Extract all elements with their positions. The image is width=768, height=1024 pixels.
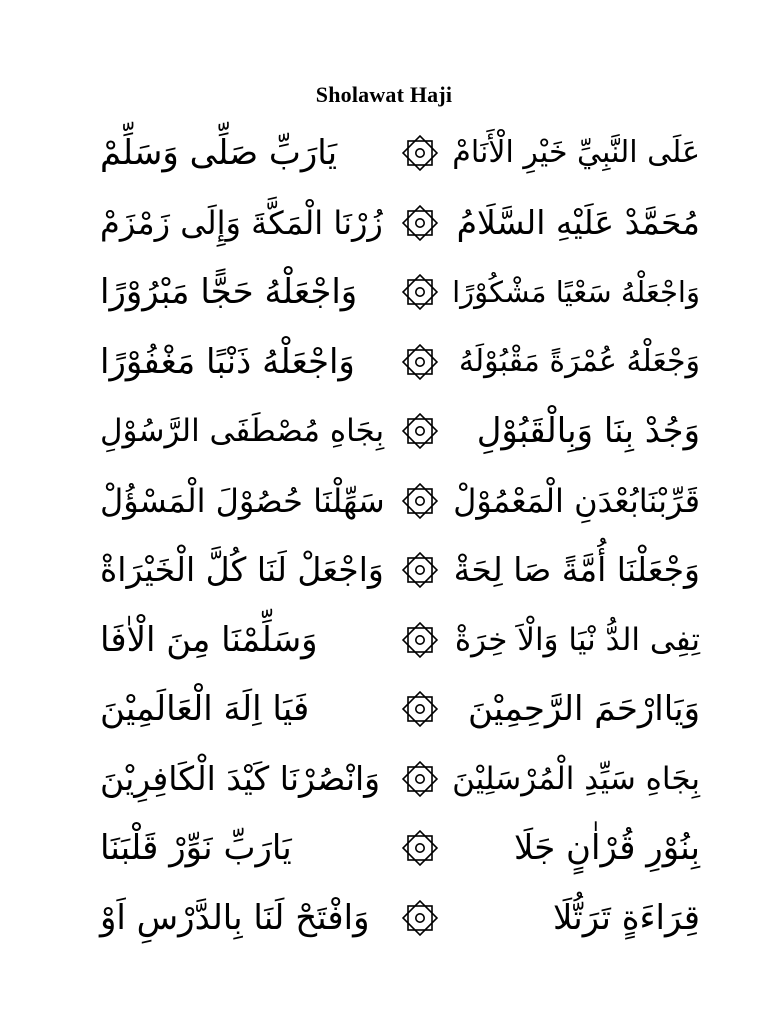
verse-first-hemistich: عَلَى النَّبِيِّ خَيْرِ الْأَنَامْ (452, 135, 700, 170)
verse-line (100, 748, 700, 810)
verse-line (100, 122, 700, 184)
verse-second-hemistich: سَهِّلْنَا حُصُوْلَ الْمَسْؤُلْ (100, 481, 385, 520)
verse-second-hemistich: وَاجْعَلْهُ حَجًّا مَبْرُوْرًا (100, 272, 358, 312)
verse-first-hemistich: بِنُوْرِ قُرْاٰنٍ جَلَا (513, 828, 700, 868)
eight-point-star-separator-icon (400, 898, 440, 938)
verse-line (100, 817, 700, 879)
eight-point-star-separator-icon (400, 759, 440, 799)
eight-point-star-separator-icon (400, 411, 440, 451)
verse-second-hemistich: يَارَبِّ نَوِّرْ قَلْبَنَا (100, 828, 292, 868)
verse-first-hemistich: وَجْعَلْنَا أُمَّةً صَا لِحَةْ (453, 550, 700, 589)
verse-first-hemistich: قَرِّبْنَابُعْدَنِ الْمَعْمُوْلْ (453, 481, 700, 520)
verse-line (100, 400, 700, 462)
verse-line (100, 261, 700, 323)
verse-line (100, 539, 700, 601)
verse-first-hemistich: مُحَمَّدْ عَلَيْهِ السَّلَامُ (456, 202, 700, 242)
verse-second-hemistich: وَاجْعَلْهُ ذَنْبًا مَغْفُوْرًا (100, 341, 355, 382)
verse-second-hemistich: فَيَا اِلَهَ الْعَالَمِيْنَ (100, 689, 310, 729)
eight-point-star-separator-icon (400, 481, 440, 521)
verse-line (100, 192, 700, 254)
verse-line (100, 470, 700, 532)
eight-point-star-separator-icon (400, 342, 440, 382)
verse-second-hemistich: بِجَاهِ مُصْطَفَى الرَّسُوْلِ (100, 413, 385, 449)
verse-first-hemistich: قِرَاءَةٍ تَرَتُّلَا (552, 897, 700, 938)
eight-point-star-separator-icon (400, 272, 440, 312)
eight-point-star-separator-icon (400, 828, 440, 868)
verse-second-hemistich: وَافْتَحْ لَنَا بِالدَّرْسِ اَوْ (100, 897, 370, 938)
verse-first-hemistich: بِجَاهِ سَيِّدِ الْمُرْسَلِيْنَ (452, 760, 700, 797)
verse-line (100, 609, 700, 671)
eight-point-star-separator-icon (400, 689, 440, 729)
verse-first-hemistich: وَجْعَلْهُ عُمْرَةً مَقْبُوْلَهُ (458, 343, 700, 379)
verse-second-hemistich: زُرْنَا الْمَكَّةَ وَإِلَى زَمْزَمْ (100, 203, 383, 242)
verse-first-hemistich: وَجُدْ بِنَا وَبِالْقَبُوْلِ (476, 411, 700, 451)
verse-first-hemistich: تِفِى الدُّ نْيَا وَالْاَ خِرَةْ (454, 621, 700, 658)
eight-point-star-separator-icon (400, 550, 440, 590)
eight-point-star-separator-icon (400, 203, 440, 243)
verse-second-hemistich: وَانْصُرْنَا كَيْدَ الْكَافِرِيْنَ (100, 758, 381, 798)
eight-point-star-separator-icon (400, 620, 440, 660)
verse-line (100, 887, 700, 949)
verse-first-hemistich: وَيَاارْحَمَ الرَّحِمِيْنَ (468, 689, 700, 729)
verse-second-hemistich: وَاجْعَلْ لَنَا كُلَّ الْخَيْرَاةْ (100, 550, 384, 589)
eight-point-star-separator-icon (400, 133, 440, 173)
verse-line (100, 331, 700, 393)
verse-line (100, 678, 700, 740)
verse-first-hemistich: وَاجْعَلْهُ سَعْيًا مَشْكُوْرًا (452, 275, 700, 309)
verse-second-hemistich: يَارَبِّ صَلِّى وَسَلِّمْ (100, 133, 338, 173)
verse-second-hemistich: وَسَلِّمْنَا مِنَ الْاٰفَا (100, 619, 318, 660)
document-title: Sholawat Haji (315, 82, 453, 107)
